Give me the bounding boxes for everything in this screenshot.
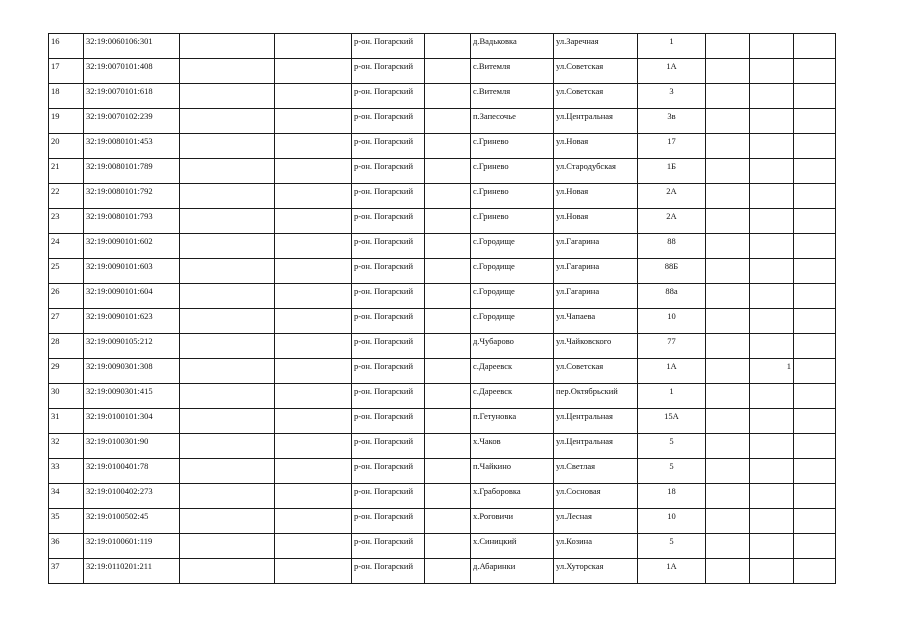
- cadastral-number-cell: 32:19:0090105:212: [84, 334, 180, 359]
- district-cell: р-он. Погарский: [352, 84, 425, 109]
- district-cell: р-он. Погарский: [352, 534, 425, 559]
- cadastral-number-cell: 32:19:0100401:78: [84, 459, 180, 484]
- empty-cell: [275, 309, 352, 334]
- district-cell: р-он. Погарский: [352, 459, 425, 484]
- empty-cell: [275, 534, 352, 559]
- empty-cell: [275, 434, 352, 459]
- extra-cell: [750, 334, 794, 359]
- extra-cell: [750, 159, 794, 184]
- district-cell: р-он. Погарский: [352, 284, 425, 309]
- row-number-cell: 24: [49, 234, 84, 259]
- empty-cell: [275, 509, 352, 534]
- table-row: [49, 384, 836, 409]
- district-cell: р-он. Погарский: [352, 234, 425, 259]
- empty-cell: [706, 559, 750, 584]
- locality-cell: с.Витемля: [471, 59, 554, 84]
- empty-cell: [706, 434, 750, 459]
- empty-cell: [425, 509, 471, 534]
- locality-cell: д.Чубарово: [471, 334, 554, 359]
- empty-cell: [706, 484, 750, 509]
- empty-cell: [706, 459, 750, 484]
- cadastral-number-cell: 32:19:0100601:119: [84, 534, 180, 559]
- row-number-cell: 31: [49, 409, 84, 434]
- locality-cell: х.Чаков: [471, 434, 554, 459]
- row-number-cell: 28: [49, 334, 84, 359]
- empty-cell: [706, 34, 750, 59]
- table-row: [49, 259, 836, 284]
- empty-cell: [425, 284, 471, 309]
- house-number-cell: 17: [638, 134, 706, 159]
- empty-cell: [706, 134, 750, 159]
- extra-cell: [750, 559, 794, 584]
- district-cell: р-он. Погарский: [352, 184, 425, 209]
- table-row: [49, 459, 836, 484]
- empty-cell: [794, 284, 836, 309]
- house-number-cell: 88: [638, 234, 706, 259]
- house-number-cell: 18: [638, 484, 706, 509]
- district-cell: р-он. Погарский: [352, 409, 425, 434]
- extra-cell: [750, 459, 794, 484]
- empty-cell: [794, 459, 836, 484]
- empty-cell: [794, 259, 836, 284]
- extra-cell: [750, 384, 794, 409]
- cadastral-number-cell: 32:19:0100301:90: [84, 434, 180, 459]
- empty-cell: [275, 209, 352, 234]
- cadastral-number-cell: 32:19:0090101:604: [84, 284, 180, 309]
- empty-cell: [425, 359, 471, 384]
- locality-cell: с.Городище: [471, 234, 554, 259]
- district-cell: р-он. Погарский: [352, 384, 425, 409]
- row-number-cell: 29: [49, 359, 84, 384]
- empty-cell: [794, 109, 836, 134]
- empty-cell: [425, 109, 471, 134]
- empty-cell: [706, 184, 750, 209]
- extra-cell: [750, 84, 794, 109]
- house-number-cell: 1Б: [638, 159, 706, 184]
- extra-cell: [750, 234, 794, 259]
- empty-cell: [180, 484, 275, 509]
- empty-cell: [180, 384, 275, 409]
- empty-cell: [706, 259, 750, 284]
- row-number-cell: 26: [49, 284, 84, 309]
- row-number-cell: 23: [49, 209, 84, 234]
- locality-cell: с.Гринево: [471, 209, 554, 234]
- empty-cell: [425, 309, 471, 334]
- cadastral-number-cell: 32:19:0070102:239: [84, 109, 180, 134]
- empty-cell: [794, 84, 836, 109]
- extra-cell: [750, 409, 794, 434]
- cadastral-number-cell: 32:19:0080101:453: [84, 134, 180, 159]
- cadastral-number-cell: 32:19:0070101:618: [84, 84, 180, 109]
- empty-cell: [425, 384, 471, 409]
- street-cell: ул.Центральная: [554, 409, 638, 434]
- house-number-cell: 3: [638, 84, 706, 109]
- empty-cell: [275, 159, 352, 184]
- street-cell: ул.Гагарина: [554, 259, 638, 284]
- district-cell: р-он. Погарский: [352, 59, 425, 84]
- table-row: [49, 184, 836, 209]
- extra-cell: [750, 284, 794, 309]
- empty-cell: [706, 234, 750, 259]
- row-number-cell: 25: [49, 259, 84, 284]
- locality-cell: п.Запесочье: [471, 109, 554, 134]
- empty-cell: [706, 309, 750, 334]
- empty-cell: [425, 59, 471, 84]
- cadastral-number-cell: 32:19:0080101:792: [84, 184, 180, 209]
- house-number-cell: 3в: [638, 109, 706, 134]
- empty-cell: [425, 159, 471, 184]
- empty-cell: [706, 509, 750, 534]
- empty-cell: [425, 234, 471, 259]
- empty-cell: [275, 59, 352, 84]
- street-cell: ул.Заречная: [554, 34, 638, 59]
- table-row: [49, 559, 836, 584]
- street-cell: ул.Лесная: [554, 509, 638, 534]
- empty-cell: [794, 134, 836, 159]
- empty-cell: [275, 259, 352, 284]
- empty-cell: [275, 559, 352, 584]
- empty-cell: [794, 409, 836, 434]
- extra-cell: [750, 109, 794, 134]
- district-cell: р-он. Погарский: [352, 334, 425, 359]
- cadastral-number-cell: 32:19:0080101:789: [84, 159, 180, 184]
- table-row: [49, 234, 836, 259]
- district-cell: р-он. Погарский: [352, 259, 425, 284]
- locality-cell: с.Гринево: [471, 184, 554, 209]
- table-row: [49, 134, 836, 159]
- district-cell: р-он. Погарский: [352, 509, 425, 534]
- table-row: [49, 59, 836, 84]
- empty-cell: [706, 209, 750, 234]
- empty-cell: [794, 384, 836, 409]
- cadastral-number-cell: 32:19:0100402:273: [84, 484, 180, 509]
- row-number-cell: 18: [49, 84, 84, 109]
- locality-cell: с.Дареевск: [471, 359, 554, 384]
- table-row: [49, 309, 836, 334]
- row-number-cell: 27: [49, 309, 84, 334]
- street-cell: ул.Советская: [554, 59, 638, 84]
- empty-cell: [275, 359, 352, 384]
- registry-table: [48, 33, 836, 584]
- street-cell: ул.Новая: [554, 184, 638, 209]
- house-number-cell: 2А: [638, 184, 706, 209]
- empty-cell: [794, 509, 836, 534]
- empty-cell: [180, 34, 275, 59]
- extra-cell: 1: [750, 359, 794, 384]
- street-cell: ул.Козина: [554, 534, 638, 559]
- empty-cell: [275, 459, 352, 484]
- extra-cell: [750, 34, 794, 59]
- empty-cell: [425, 259, 471, 284]
- house-number-cell: 10: [638, 509, 706, 534]
- row-number-cell: 35: [49, 509, 84, 534]
- registry-table-body: [49, 34, 836, 584]
- street-cell: ул.Чапаева: [554, 309, 638, 334]
- empty-cell: [425, 134, 471, 159]
- cadastral-number-cell: 32:19:0110201:211: [84, 559, 180, 584]
- street-cell: ул.Гагарина: [554, 284, 638, 309]
- table-row: [49, 509, 836, 534]
- empty-cell: [180, 459, 275, 484]
- street-cell: ул.Чайковского: [554, 334, 638, 359]
- house-number-cell: 5: [638, 534, 706, 559]
- empty-cell: [180, 284, 275, 309]
- empty-cell: [180, 184, 275, 209]
- table-row: [49, 484, 836, 509]
- table-row: [49, 334, 836, 359]
- cadastral-number-cell: 32:19:0090101:602: [84, 234, 180, 259]
- empty-cell: [425, 459, 471, 484]
- district-cell: р-он. Погарский: [352, 559, 425, 584]
- empty-cell: [275, 384, 352, 409]
- house-number-cell: 10: [638, 309, 706, 334]
- house-number-cell: 88а: [638, 284, 706, 309]
- district-cell: р-он. Погарский: [352, 434, 425, 459]
- extra-cell: [750, 509, 794, 534]
- extra-cell: [750, 484, 794, 509]
- cadastral-number-cell: 32:19:0060106:301: [84, 34, 180, 59]
- house-number-cell: 5: [638, 459, 706, 484]
- locality-cell: с.Городище: [471, 284, 554, 309]
- empty-cell: [425, 434, 471, 459]
- empty-cell: [180, 409, 275, 434]
- district-cell: р-он. Погарский: [352, 359, 425, 384]
- extra-cell: [750, 134, 794, 159]
- row-number-cell: 20: [49, 134, 84, 159]
- locality-cell: х.Роговичи: [471, 509, 554, 534]
- empty-cell: [794, 34, 836, 59]
- locality-cell: д.Абаринки: [471, 559, 554, 584]
- row-number-cell: 37: [49, 559, 84, 584]
- locality-cell: с.Городище: [471, 259, 554, 284]
- empty-cell: [275, 284, 352, 309]
- street-cell: ул.Хуторская: [554, 559, 638, 584]
- street-cell: пер.Октябрьский: [554, 384, 638, 409]
- house-number-cell: 2А: [638, 209, 706, 234]
- locality-cell: с.Гринево: [471, 134, 554, 159]
- house-number-cell: 1А: [638, 559, 706, 584]
- table-row: [49, 159, 836, 184]
- street-cell: ул.Стародубская: [554, 159, 638, 184]
- empty-cell: [180, 334, 275, 359]
- empty-cell: [425, 484, 471, 509]
- street-cell: ул.Центральная: [554, 434, 638, 459]
- district-cell: р-он. Погарский: [352, 309, 425, 334]
- cadastral-number-cell: 32:19:0070101:408: [84, 59, 180, 84]
- table-row: [49, 359, 836, 384]
- empty-cell: [180, 534, 275, 559]
- empty-cell: [275, 334, 352, 359]
- empty-cell: [180, 209, 275, 234]
- house-number-cell: 88Б: [638, 259, 706, 284]
- row-number-cell: 16: [49, 34, 84, 59]
- row-number-cell: 21: [49, 159, 84, 184]
- locality-cell: п.Чайкино: [471, 459, 554, 484]
- empty-cell: [180, 109, 275, 134]
- empty-cell: [180, 559, 275, 584]
- locality-cell: х.Граборовка: [471, 484, 554, 509]
- empty-cell: [794, 234, 836, 259]
- extra-cell: [750, 309, 794, 334]
- empty-cell: [706, 384, 750, 409]
- cadastral-number-cell: 32:19:0090301:415: [84, 384, 180, 409]
- empty-cell: [794, 484, 836, 509]
- locality-cell: с.Дареевск: [471, 384, 554, 409]
- locality-cell: с.Городище: [471, 309, 554, 334]
- row-number-cell: 34: [49, 484, 84, 509]
- extra-cell: [750, 59, 794, 84]
- empty-cell: [275, 34, 352, 59]
- table-row: [49, 434, 836, 459]
- empty-cell: [180, 134, 275, 159]
- empty-cell: [180, 309, 275, 334]
- empty-cell: [706, 84, 750, 109]
- extra-cell: [750, 434, 794, 459]
- street-cell: ул.Светлая: [554, 459, 638, 484]
- empty-cell: [425, 209, 471, 234]
- empty-cell: [706, 534, 750, 559]
- empty-cell: [180, 159, 275, 184]
- empty-cell: [275, 109, 352, 134]
- street-cell: ул.Советская: [554, 359, 638, 384]
- empty-cell: [706, 409, 750, 434]
- empty-cell: [425, 534, 471, 559]
- locality-cell: д.Вадьковка: [471, 34, 554, 59]
- row-number-cell: 32: [49, 434, 84, 459]
- empty-cell: [706, 59, 750, 84]
- empty-cell: [275, 484, 352, 509]
- empty-cell: [425, 34, 471, 59]
- empty-cell: [180, 359, 275, 384]
- empty-cell: [425, 184, 471, 209]
- table-row: [49, 409, 836, 434]
- empty-cell: [425, 409, 471, 434]
- table-row: [49, 109, 836, 134]
- locality-cell: с.Гринево: [471, 159, 554, 184]
- district-cell: р-он. Погарский: [352, 209, 425, 234]
- locality-cell: с.Витемля: [471, 84, 554, 109]
- empty-cell: [706, 159, 750, 184]
- empty-cell: [706, 284, 750, 309]
- table-row: [49, 284, 836, 309]
- empty-cell: [794, 434, 836, 459]
- district-cell: р-он. Погарский: [352, 109, 425, 134]
- row-number-cell: 19: [49, 109, 84, 134]
- locality-cell: п.Гетуновка: [471, 409, 554, 434]
- empty-cell: [180, 84, 275, 109]
- house-number-cell: 1: [638, 34, 706, 59]
- cadastral-number-cell: 32:19:0100502:45: [84, 509, 180, 534]
- empty-cell: [706, 359, 750, 384]
- empty-cell: [275, 409, 352, 434]
- house-number-cell: 77: [638, 334, 706, 359]
- row-number-cell: 30: [49, 384, 84, 409]
- empty-cell: [706, 334, 750, 359]
- empty-cell: [180, 59, 275, 84]
- district-cell: р-он. Погарский: [352, 159, 425, 184]
- table-row: [49, 84, 836, 109]
- empty-cell: [794, 559, 836, 584]
- empty-cell: [425, 559, 471, 584]
- district-cell: р-он. Погарский: [352, 34, 425, 59]
- table-row: [49, 34, 836, 59]
- empty-cell: [275, 84, 352, 109]
- empty-cell: [794, 359, 836, 384]
- empty-cell: [180, 509, 275, 534]
- house-number-cell: 1А: [638, 59, 706, 84]
- street-cell: ул.Советская: [554, 84, 638, 109]
- district-cell: р-он. Погарский: [352, 134, 425, 159]
- empty-cell: [425, 334, 471, 359]
- locality-cell: х.Синицкий: [471, 534, 554, 559]
- row-number-cell: 33: [49, 459, 84, 484]
- street-cell: ул.Сосновая: [554, 484, 638, 509]
- extra-cell: [750, 259, 794, 284]
- street-cell: ул.Новая: [554, 134, 638, 159]
- empty-cell: [180, 434, 275, 459]
- cadastral-number-cell: 32:19:0090301:308: [84, 359, 180, 384]
- extra-cell: [750, 184, 794, 209]
- empty-cell: [275, 134, 352, 159]
- street-cell: ул.Новая: [554, 209, 638, 234]
- empty-cell: [794, 184, 836, 209]
- table-row: [49, 209, 836, 234]
- empty-cell: [275, 234, 352, 259]
- street-cell: ул.Центральная: [554, 109, 638, 134]
- street-cell: ул.Гагарина: [554, 234, 638, 259]
- empty-cell: [425, 84, 471, 109]
- extra-cell: [750, 534, 794, 559]
- house-number-cell: 1А: [638, 359, 706, 384]
- empty-cell: [794, 334, 836, 359]
- cadastral-number-cell: 32:19:0090101:623: [84, 309, 180, 334]
- empty-cell: [180, 259, 275, 284]
- house-number-cell: 15А: [638, 409, 706, 434]
- row-number-cell: 22: [49, 184, 84, 209]
- house-number-cell: 1: [638, 384, 706, 409]
- cadastral-number-cell: 32:19:0080101:793: [84, 209, 180, 234]
- cadastral-number-cell: 32:19:0100101:304: [84, 409, 180, 434]
- empty-cell: [275, 184, 352, 209]
- extra-cell: [750, 209, 794, 234]
- empty-cell: [794, 309, 836, 334]
- empty-cell: [794, 159, 836, 184]
- empty-cell: [706, 109, 750, 134]
- empty-cell: [794, 209, 836, 234]
- table-row: [49, 534, 836, 559]
- house-number-cell: 5: [638, 434, 706, 459]
- row-number-cell: 36: [49, 534, 84, 559]
- empty-cell: [794, 534, 836, 559]
- empty-cell: [794, 59, 836, 84]
- empty-cell: [180, 234, 275, 259]
- cadastral-number-cell: 32:19:0090101:603: [84, 259, 180, 284]
- row-number-cell: 17: [49, 59, 84, 84]
- district-cell: р-он. Погарский: [352, 484, 425, 509]
